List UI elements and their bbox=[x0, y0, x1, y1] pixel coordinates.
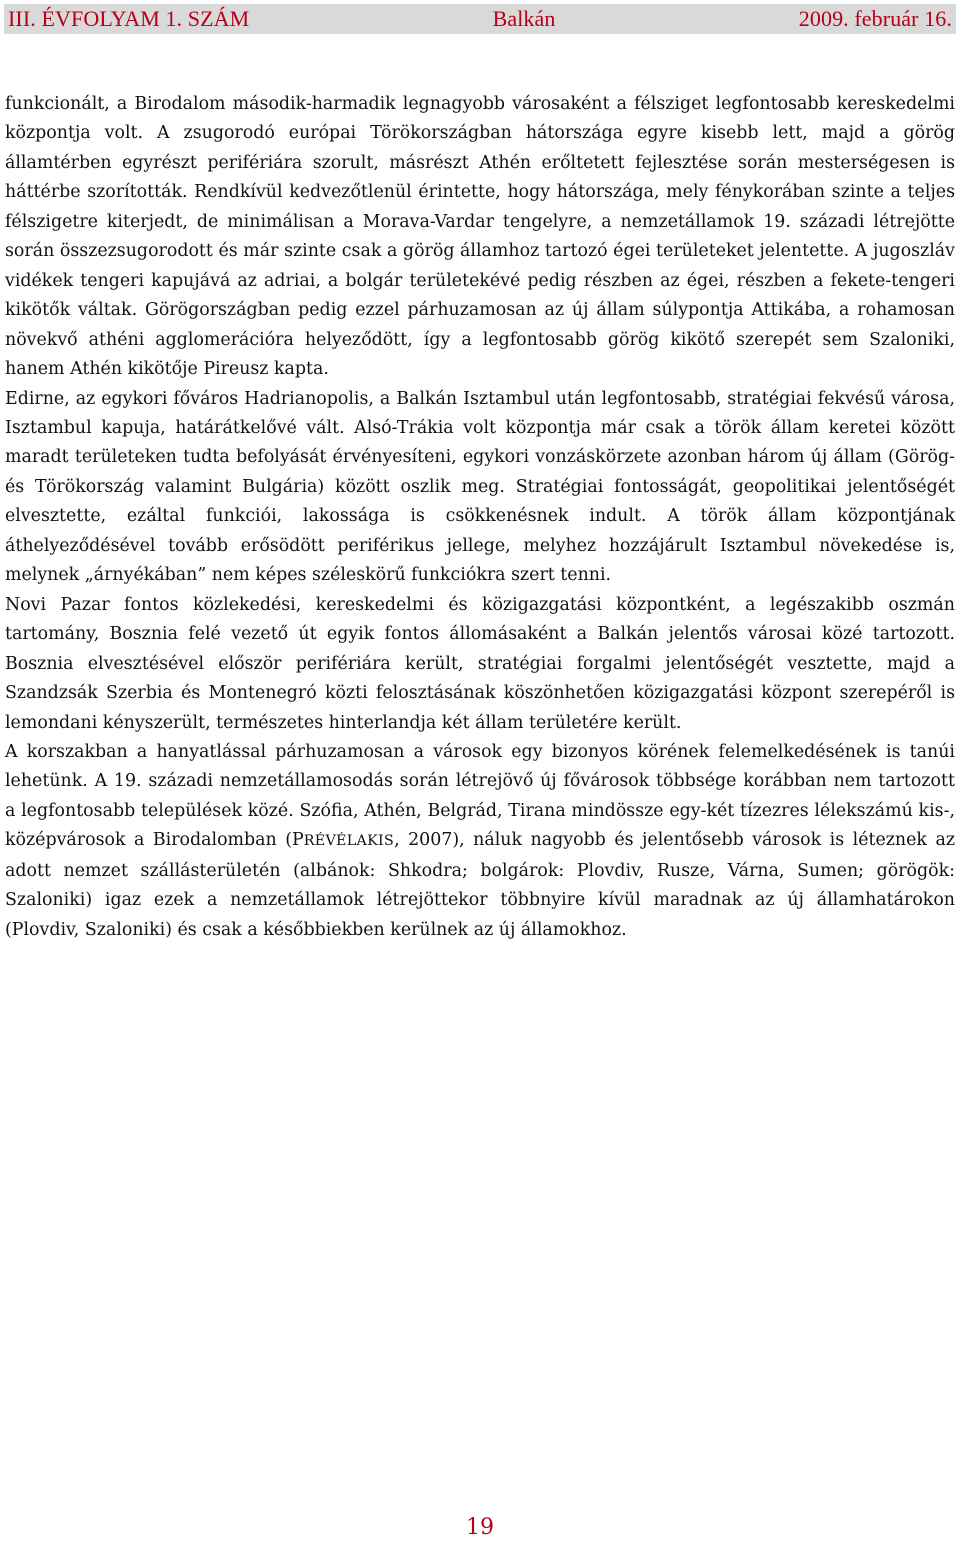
running-header bbox=[4, 4, 956, 34]
citation-author-initial: P bbox=[292, 830, 304, 851]
paragraph bbox=[5, 738, 955, 945]
paragraph: Novi Pazar fontos közlekedési, kereskedelmi és közigazgatási központként, a legészakibb oszmán tartomány, Bosznia felé vezető út egyik fontos állomásaként a Balkán jelentős városai közé tartozott. Bosznia elvesztésével először perifériára került, stratégiai forgalmi jelentőségét vesztette, majd a Szandzsák Szerbia és Montenegró közti felosztásának köszönhetően közigazgatási központ szerepéről is lemondani kényszerült, természetes hinterlandja két állam területére került. bbox=[5, 594, 955, 733]
citation-author-rest: RÉVÉLAKIS bbox=[303, 833, 395, 850]
paragraph: funkcionált, a Birodalom második-harmadik legnagyobb városaként a félsziget legfontosabb kereskedelmi központja volt. A zsugorodó európai Törökországban hátországa egyre kisebb lett, majd a görög államtérben egyrészt perifériára szorult, másrészt Athén erőltetett fejlesztése során mesterségesen is háttérbe szorították. Rendkívül kedvezőtlenül érintette, hogy hátországa, mely fénykorában szinte a teljes félszigetre kiterjedt, de minimálisan a Morava-Vardar tengelyre, a nemzetállamok 19. századi létrejötte során összezsugorodott és már szinte csak a görög államhoz tartozó égei területeket jelentette. A jugoszláv vidékek tengeri kapujává az adriai, a bolgár területekévé pedig részben az égei, részben a fekete-tengeri kikötők váltak. Görögországban pedig ezzel párhuzamosan az új állam súlypontja Attikába, a rohamosan növekvő athéni agglomerációra helyeződött, így a legfontosabb görög kikötő szerepét sem Szaloniki, hanem Athén kikötője Pireusz kapta. bbox=[5, 94, 955, 380]
date-label: 2009. február 16. bbox=[798, 6, 952, 31]
paragraph: Edirne, az egykori főváros Hadrianopolis, a Balkán Isztambul után legfontosabb, stratégiai fekvésű városa, Isztambul kapuja, határátkelővé vált. Alsó-Trákia volt központja már csak a török állam keretei között maradt területeken tudta befolyását érvényesíteni, egykori vonzáskörzete azonban három új állam (Görög- és Törökország valamint Bulgária) között oszlik meg. Stratégiai fontosságát, geopolitikai jelentőségét elvesztette, ezáltal funkciói, lakossága is csökkenésnek indult. A török állam központjának áthelyeződésével tovább erősödött periférikus jellege, melyhez hozzájárult Isztambul növekedése is, melynek „árnyékában” nem képes széleskörű funkciókra szert tenni. bbox=[5, 388, 955, 586]
page-number: 19 bbox=[466, 1515, 494, 1540]
paragraph-text: , 2007), náluk nagyobb és jelentősebb városok is léteznek az adott nemzet szállásterületén (albánok: Shkodra; bolgárok: Plovdiv, Rusze, Várna, Sumen; görögök: Szaloniki) igaz ezek a nemzetállamok létrejöttekor többnyire kívül maradnak az új államhatárokon (Plovdiv, Szaloniki) és csak a későbbiekben kerülnek az új államokhoz. bbox=[5, 830, 955, 940]
section-label: Balkán bbox=[492, 6, 556, 31]
paragraph-text: A korszakban a hanyatlással párhuzamosan a városok egy bizonyos körének felemelkedésének is tanúi lehetünk. A 19. századi nemzetállamosodás során létrejövő új fővárosok többsége korábban nem tartozott a legfontosabb települések közé. Szófia, Athén, Belgrád, Tirana mindössze egy-két tízezres lélekszámú kis-, középvárosok a Birodalomban ( bbox=[5, 741, 955, 851]
issue-label: III. ÉVFOLYAM 1. SZÁM bbox=[8, 6, 250, 31]
article-body bbox=[5, 90, 955, 945]
